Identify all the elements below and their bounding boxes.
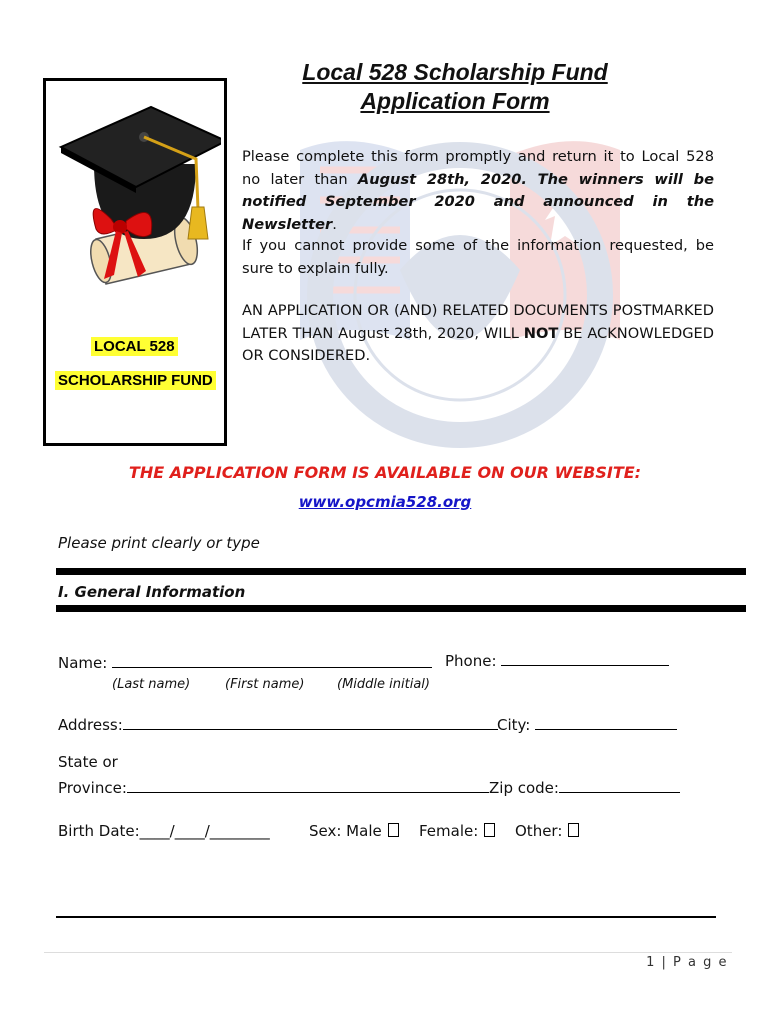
state-field[interactable] — [127, 776, 489, 793]
logo-line-local: LOCAL 528 — [91, 337, 178, 356]
sex-other-option — [515, 822, 579, 840]
phone-row — [445, 649, 669, 670]
state-label-line-2: Province: — [58, 779, 127, 797]
section-divider-top — [56, 568, 746, 575]
name-field[interactable] — [112, 651, 432, 668]
name-sublabel-first: (First name) — [225, 677, 305, 692]
website-link[interactable]: www.opcmia528.org — [298, 493, 472, 511]
zip-field[interactable] — [559, 776, 680, 793]
other-checkbox[interactable] — [568, 823, 579, 837]
page-number: 1 | P a g e — [646, 955, 728, 970]
address-row — [58, 713, 498, 734]
print-note: Please print clearly or type — [58, 534, 260, 552]
logo-box — [43, 78, 227, 446]
instr-p3-end: BE ACKNOWLEDGED OR CONSIDERED. — [242, 324, 714, 364]
sex-female-option — [419, 822, 495, 840]
name-sublabel-middle: (Middle initial) — [337, 677, 430, 692]
zip-label: Zip code: — [489, 779, 559, 797]
instructions-paragraph-2: If you cannot provide some of the information requested, be sure to explain fully. — [242, 237, 714, 277]
title-line-2: Application Form — [360, 88, 550, 114]
other-label: Other: — [515, 822, 563, 840]
address-label: Address: — [58, 716, 123, 734]
graduation-cap-icon — [56, 89, 221, 299]
phone-field[interactable] — [501, 649, 669, 666]
instr-p1-bold: August 28th, 2020. The winners will be notified September 2020 and announced in the Newsletter — [242, 170, 714, 233]
sex-male-option — [309, 822, 399, 840]
section-divider-bottom — [56, 605, 746, 612]
female-label: Female: — [419, 822, 479, 840]
city-field[interactable] — [535, 713, 677, 730]
birth-date-field[interactable]: Birth Date:____/____/________ — [58, 822, 270, 840]
logo-line-fund: SCHOLARSHIP FUND — [55, 371, 216, 390]
female-checkbox[interactable] — [484, 823, 495, 837]
state-label-line-1: State or — [58, 753, 118, 771]
city-label: City: — [497, 716, 531, 734]
instructions-paragraph-3 — [242, 300, 714, 368]
instr-p3-text: AN APPLICATION OR (AND) RELATED DOCUMENTS POSTMARKED LATER THAN August 28th, 2020, WILL — [242, 302, 714, 342]
website-heading: THE APPLICATION FORM IS AVAILABLE ON OUR WEBSITE: — [128, 463, 642, 482]
instructions-paragraph-1 — [242, 146, 714, 236]
page-divider — [44, 952, 732, 953]
instr-p3-bold: NOT — [523, 324, 559, 342]
name-label: Name: — [58, 654, 108, 672]
male-checkbox[interactable] — [388, 823, 399, 837]
instr-p1-text: Please complete this form promptly and return it to Local 528 no later than — [242, 148, 714, 188]
address-field[interactable] — [123, 713, 498, 730]
title-line-1: Local 528 Scholarship Fund — [302, 59, 608, 85]
state-row — [58, 776, 489, 797]
name-row — [58, 651, 432, 672]
page-title — [240, 58, 670, 116]
phone-label: Phone: — [445, 652, 497, 670]
city-row — [497, 713, 677, 734]
zip-row — [489, 776, 680, 797]
name-sublabel-last: (Last name) — [112, 677, 191, 692]
section-title: I. General Information — [58, 583, 246, 601]
sex-male-label: Sex: Male — [309, 822, 382, 840]
footer-rule — [56, 916, 716, 918]
instr-p1-end: . — [332, 215, 337, 233]
